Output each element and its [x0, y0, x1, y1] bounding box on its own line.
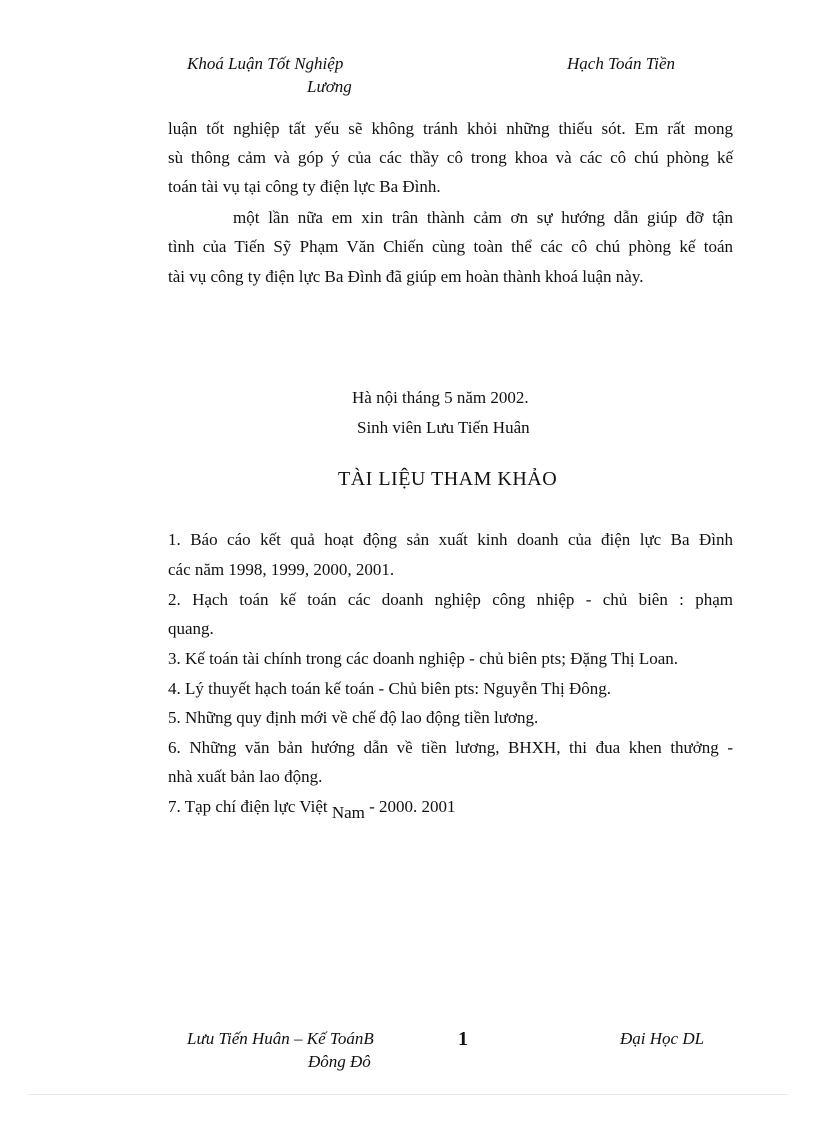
paragraph-2-line-1: một lần nữa em xin trân thành cảm ơn sự hướng dẫn giúp đỡ tận — [233, 208, 733, 227]
paragraph-1-line-1: luận tốt nghiệp tất yếu sẽ không tránh khỏi những thiếu sót. Em rất mong — [168, 119, 733, 138]
header-left-title-continued: Lương — [307, 77, 352, 96]
paragraph-1-line-3: toán tài vụ tại công ty điện lực Ba Đình. — [168, 177, 441, 196]
reference-2-line-1: 2. Hạch toán kế toán các doanh nghiệp công nhiệp - chủ biên : phạm — [168, 590, 733, 609]
signature-date: Hà nội tháng 5 năm 2002. — [352, 388, 529, 407]
page-bottom-divider — [28, 1094, 788, 1095]
reference-4: 4. Lý thuyết hạch toán kế toán - Chủ biên pts: Nguyễn Thị Đông. — [168, 679, 612, 698]
paragraph-1-line-2: sù thông cảm và góp ý của các thầy cô trong khoa và các cô chú phòng kế — [168, 148, 733, 167]
reference-1-line-2: các năm 1998, 1999, 2000, 2001. — [168, 560, 395, 579]
header-right-title: Hạch Toán Tiền — [567, 54, 676, 73]
reference-5: 5. Những quy định mới về chế độ lao động tiền lương. — [168, 708, 539, 727]
footer-left-author-continued: Đông Đô — [308, 1052, 371, 1071]
reference-7-part-1: 7. Tạp chí điện lực Việt — [168, 797, 328, 816]
reference-7-part-2: Nam — [331, 803, 365, 822]
page-number: 1 — [458, 1028, 468, 1050]
paragraph-2-line-2: tình của Tiến Sỹ Phạm Văn Chiến cùng toàn thể các cô chú phòng kế toán — [168, 237, 733, 256]
paragraph-2-line-3: tài vụ công ty điện lực Ba Đình đã giúp em hoàn thành khoá luận này. — [168, 267, 644, 286]
footer-left-author: Lưu Tiến Huân – Kế ToánB — [187, 1029, 374, 1048]
signature-name: Sinh viên Lưu Tiến Huân — [357, 418, 530, 437]
reference-7 — [168, 792, 456, 821]
reference-3: 3. Kế toán tài chính trong các doanh nghiệp - chủ biên pts; Đặng Thị Loan. — [168, 649, 679, 668]
reference-2-line-2: quang. — [168, 619, 214, 638]
reference-6-line-1: 6. Những văn bản hướng dẫn về tiền lương, BHXH, thi đua khen thưởng - — [168, 738, 733, 757]
reference-7-part-3: - 2000. 2001 — [369, 797, 456, 816]
reference-1-line-1: 1. Báo cáo kết quả hoạt động sản xuất kinh doanh của điện lực Ba Đình — [168, 530, 733, 549]
reference-6-line-2: nhà xuất bản lao động. — [168, 767, 323, 786]
references-title: TÀI LIỆU THAM KHẢO — [338, 468, 558, 490]
header-left-title: Khoá Luận Tốt Nghiệp — [187, 54, 344, 73]
footer-right-school: Đại Học DL — [620, 1029, 705, 1048]
